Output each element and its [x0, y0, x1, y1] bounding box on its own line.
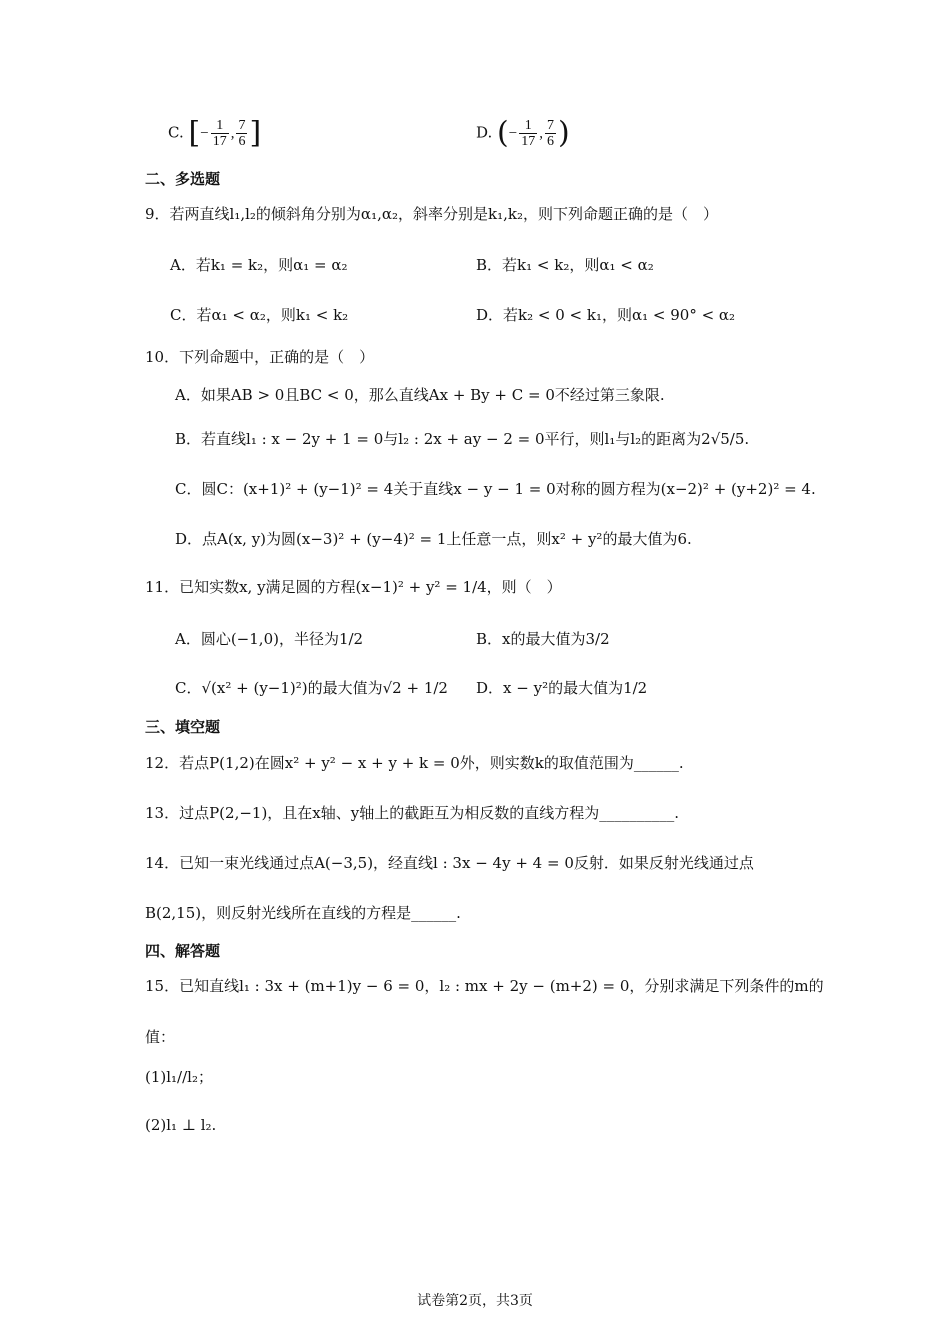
section-fill-blank: 三、填空题: [145, 718, 221, 736]
q10-option-d: D．点A(x, y)为圆(x−3)² + (y−4)² = 1上任意一点，则x² + y²的最大值为6.: [175, 530, 692, 548]
q11-option-d: D．x − y²的最大值为1/2: [476, 679, 648, 697]
q8-option-c: C. [− $\frac{1}{17}$ , $\frac{7}{6}$ ]: [168, 115, 262, 151]
q9-option-d: D．若k₂ < 0 < k₁，则α₁ < 90° < α₂: [476, 306, 736, 324]
q8-option-d: D. (− $\frac{1}{17}$ , $\frac{7}{6}$ ): [476, 115, 570, 151]
q9-stem: 9．若两直线l₁,l₂的倾斜角分别为α₁,α₂，斜率分别是k₁,k₂，则下列命题正确的是（ ）: [145, 205, 718, 223]
q11-option-a: A．圆心(−1,0)，半径为1/2: [175, 630, 364, 648]
q11-option-c: C．√(x² + (y−1)²)的最大值为√2 + 1/2: [175, 679, 448, 697]
section-multi-choice: 二、多选题: [145, 170, 221, 188]
q9-option-a: A．若k₁ = k₂，则α₁ = α₂: [170, 256, 348, 274]
q11-option-b: B．x的最大值为3/2: [476, 630, 610, 648]
q15-line1: 15．已知直线l₁ : 3x + (m+1)y − 6 = 0，l₂ : mx + 2y − (m+2) = 0，分别求满足下列条件的m的: [145, 977, 824, 995]
page-footer: 试卷第2页，共3页: [417, 1293, 533, 1309]
q14-line1: 14．已知一束光线通过点A(−3,5)，经直线l : 3x − 4y + 4 = 0反射．如果反射光线通过点: [145, 854, 754, 872]
q10-option-b: B．若直线l₁ : x − 2y + 1 = 0与l₂ : 2x + ay − 2 = 0平行，则l₁与l₂的距离为2√5/5.: [175, 430, 750, 448]
q10-stem: 10．下列命题中，正确的是（ ）: [145, 348, 375, 366]
q13: 13．过点P(2,−1)，且在x轴、y轴上的截距互为相反数的直线方程为__________.: [145, 804, 680, 822]
q9-option-c: C．若α₁ < α₂，则k₁ < k₂: [170, 306, 349, 324]
q9-option-b: B．若k₁ < k₂，则α₁ < α₂: [476, 256, 654, 274]
q11-stem: 11．已知实数x, y满足圆的方程(x−1)² + y² = 1/4，则（ ）: [145, 578, 562, 596]
q15-line2: 值：: [145, 1028, 176, 1046]
q10-option-a: A．如果AB > 0且BC < 0，那么直线Ax + By + C = 0不经过第三象限.: [175, 386, 665, 404]
q10-option-c: C．圆C：(x+1)² + (y−1)² = 4关于直线x − y − 1 = 0对称的圆方程为(x−2)² + (y+2)² = 4.: [175, 480, 816, 498]
q15-part1: (1)l₁//l₂；: [145, 1068, 213, 1086]
q12: 12．若点P(1,2)在圆x² + y² − x + y + k = 0外，则实数k的取值范围为______.: [145, 754, 684, 772]
section-answer: 四、解答题: [145, 942, 221, 960]
q14-line2: B(2,15)，则反射光线所在直线的方程是______.: [145, 904, 461, 922]
q15-part2: (2)l₁ ⊥ l₂.: [145, 1116, 217, 1134]
q8-option-d-label: D.: [476, 123, 493, 142]
q8-option-c-label: C.: [168, 123, 184, 142]
